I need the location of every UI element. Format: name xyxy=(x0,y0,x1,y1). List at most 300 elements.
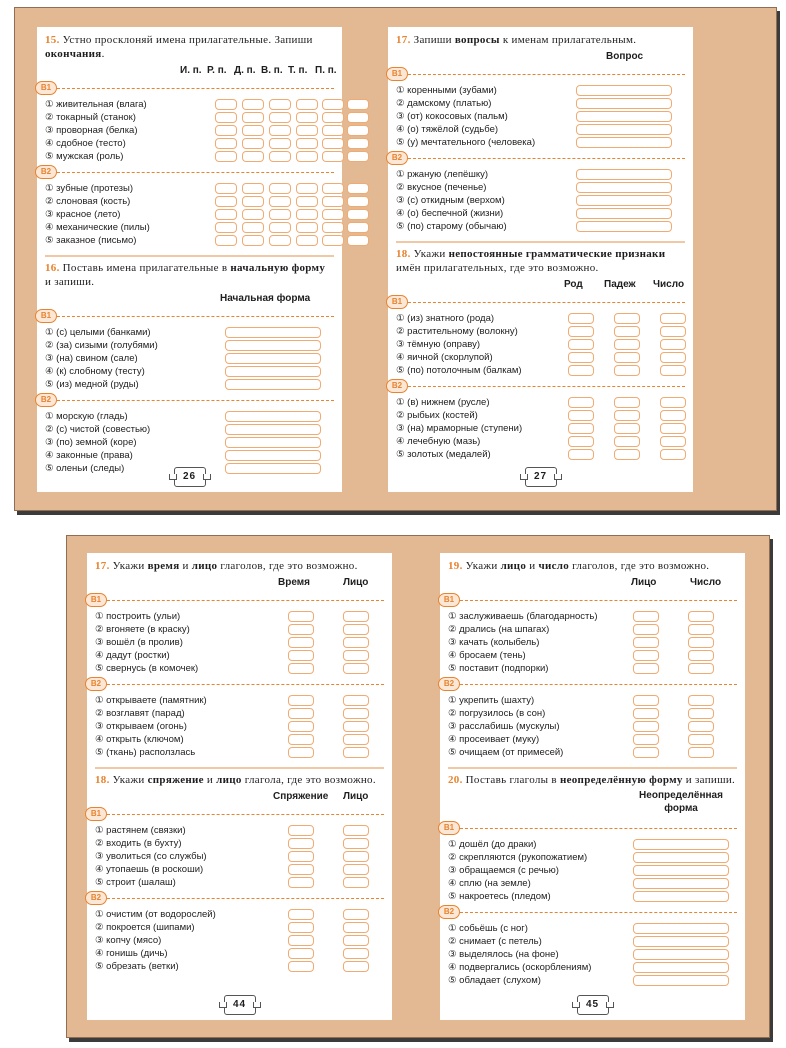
answer-box[interactable] xyxy=(688,708,714,719)
column-header: И. п. xyxy=(180,65,202,76)
answer-box[interactable] xyxy=(688,747,714,758)
page-number xyxy=(224,995,256,1015)
answer-box[interactable] xyxy=(343,695,369,706)
answer-box[interactable] xyxy=(568,326,594,337)
answer-box[interactable] xyxy=(633,663,659,674)
list-item xyxy=(45,423,334,436)
answer-box[interactable] xyxy=(568,352,594,363)
answer-box[interactable] xyxy=(576,85,672,96)
variant-divider xyxy=(443,593,737,607)
list-item xyxy=(45,137,334,150)
page-26 xyxy=(37,27,342,492)
item-text: ② вгоняете (в краску) xyxy=(95,624,190,635)
answer-box[interactable] xyxy=(343,624,369,635)
answer-box[interactable] xyxy=(347,209,369,220)
item-text: ① построить (ульи) xyxy=(95,611,181,622)
dashed-line xyxy=(107,814,384,815)
answer-box[interactable] xyxy=(614,313,640,324)
answer-box[interactable] xyxy=(633,708,659,719)
task-keyword: лицо xyxy=(500,560,527,572)
book-cover-left-icon xyxy=(520,474,528,480)
answer-box[interactable] xyxy=(225,379,321,390)
answer-box[interactable] xyxy=(322,138,344,149)
answer-box[interactable] xyxy=(660,365,686,376)
task-number: 15. xyxy=(45,34,60,46)
answer-box[interactable] xyxy=(296,222,318,233)
item-text: ① растянем (связки) xyxy=(95,825,186,836)
answer-box[interactable] xyxy=(242,209,264,220)
answer-box[interactable] xyxy=(288,611,314,622)
page-number-text: 45 xyxy=(585,999,600,1010)
answer-box[interactable] xyxy=(633,891,729,902)
answer-box[interactable] xyxy=(660,436,686,447)
answer-box[interactable] xyxy=(242,235,264,246)
list-item xyxy=(45,449,334,462)
answer-box[interactable] xyxy=(343,708,369,719)
answer-box[interactable] xyxy=(288,851,314,862)
variant-badge: В1 xyxy=(386,67,408,81)
task-title xyxy=(448,773,737,787)
answer-box[interactable] xyxy=(288,948,314,959)
answer-box[interactable] xyxy=(343,611,369,622)
answer-box[interactable] xyxy=(343,935,369,946)
answer-box[interactable] xyxy=(347,183,369,194)
answer-box[interactable] xyxy=(288,747,314,758)
item-text: ② растительному (волокну) xyxy=(396,326,518,337)
item-text: ⑤ очищаем (от примесей) xyxy=(448,747,564,758)
answer-box[interactable] xyxy=(343,922,369,933)
answer-box[interactable] xyxy=(660,449,686,460)
dashed-line xyxy=(57,316,334,317)
answer-box[interactable] xyxy=(343,909,369,920)
answer-box[interactable] xyxy=(633,975,729,986)
task-title xyxy=(45,33,334,61)
answer-box[interactable] xyxy=(242,151,264,162)
list-item xyxy=(396,422,685,435)
answer-box[interactable] xyxy=(322,125,344,136)
answer-box[interactable] xyxy=(688,695,714,706)
list-item xyxy=(448,733,737,746)
answer-box[interactable] xyxy=(288,624,314,635)
item-text: ④ просеивает (муку) xyxy=(448,734,540,745)
task-text: Запиши xyxy=(413,34,455,46)
answer-box[interactable] xyxy=(633,637,659,648)
answer-box[interactable] xyxy=(225,366,321,377)
task-text: имён прилагательных, где это возможно. xyxy=(396,262,599,274)
answer-box[interactable] xyxy=(688,663,714,674)
answer-box[interactable] xyxy=(288,695,314,706)
answer-box[interactable] xyxy=(576,124,672,135)
answer-box[interactable] xyxy=(322,99,344,110)
list-item xyxy=(45,124,334,137)
answer-box[interactable] xyxy=(343,650,369,661)
answer-box[interactable] xyxy=(633,949,729,960)
answer-box[interactable] xyxy=(322,196,344,207)
variant-divider xyxy=(90,891,384,905)
answer-box[interactable] xyxy=(242,196,264,207)
answer-box[interactable] xyxy=(576,182,672,193)
answer-box[interactable] xyxy=(288,935,314,946)
item-text: ⑤ обладает (слухом) xyxy=(448,975,541,986)
page-number-text: 44 xyxy=(232,999,247,1010)
answer-box[interactable] xyxy=(688,721,714,732)
answer-box[interactable] xyxy=(269,99,291,110)
answer-box[interactable] xyxy=(347,151,369,162)
answer-box[interactable] xyxy=(633,624,659,635)
list-item xyxy=(95,934,384,947)
answer-box[interactable] xyxy=(343,637,369,648)
answer-box[interactable] xyxy=(576,195,672,206)
answer-box[interactable] xyxy=(614,339,640,350)
item-text: ① укрепить (шахту) xyxy=(448,695,535,706)
answer-box[interactable] xyxy=(296,138,318,149)
column-headers xyxy=(396,49,685,65)
answer-box[interactable] xyxy=(215,196,237,207)
item-text: ③ проворная (белка) xyxy=(45,125,138,136)
answer-box[interactable] xyxy=(288,877,314,888)
answer-box[interactable] xyxy=(343,838,369,849)
answer-box[interactable] xyxy=(322,183,344,194)
list-item xyxy=(45,150,334,163)
task-text: глаголов, где это возможно. xyxy=(569,560,710,572)
answer-box[interactable] xyxy=(576,208,672,219)
answer-box[interactable] xyxy=(242,138,264,149)
answer-box[interactable] xyxy=(242,112,264,123)
item-text: ① морскую (гладь) xyxy=(45,411,128,422)
list-item xyxy=(95,850,384,863)
item-text: ③ копчу (мясо) xyxy=(95,935,162,946)
task-text: и запиши. xyxy=(682,774,736,786)
column-header: Лицо xyxy=(343,791,369,802)
answer-box[interactable] xyxy=(633,695,659,706)
dashed-line xyxy=(460,684,737,685)
task-text: и xyxy=(179,560,192,572)
column-headers xyxy=(448,789,737,819)
variant-badge: В1 xyxy=(386,295,408,309)
answer-box[interactable] xyxy=(568,436,594,447)
answer-box[interactable] xyxy=(288,650,314,661)
answer-box[interactable] xyxy=(288,922,314,933)
answer-box[interactable] xyxy=(576,111,672,122)
answer-box[interactable] xyxy=(614,423,640,434)
answer-box[interactable] xyxy=(215,209,237,220)
answer-box[interactable] xyxy=(633,650,659,661)
answer-box[interactable] xyxy=(225,353,321,364)
task-separator xyxy=(396,241,685,243)
list-item xyxy=(45,234,334,247)
answer-box[interactable] xyxy=(322,209,344,220)
answer-box[interactable] xyxy=(343,961,369,972)
item-text: ③ качать (колыбель) xyxy=(448,637,540,648)
answer-box[interactable] xyxy=(576,169,672,180)
answer-box[interactable] xyxy=(343,747,369,758)
answer-box[interactable] xyxy=(633,747,659,758)
task-number: 17. xyxy=(396,34,411,46)
answer-box[interactable] xyxy=(322,151,344,162)
task-separator xyxy=(45,255,334,257)
list-item xyxy=(396,97,685,110)
answer-box[interactable] xyxy=(225,437,321,448)
answer-box[interactable] xyxy=(343,663,369,674)
column-header: Лицо xyxy=(343,577,369,588)
answer-box[interactable] xyxy=(576,98,672,109)
list-item xyxy=(396,396,685,409)
variant-divider xyxy=(443,677,737,691)
answer-box[interactable] xyxy=(347,138,369,149)
item-text: ① собьёшь (с ног) xyxy=(448,923,528,934)
item-text: ① (в) нижнем (русле) xyxy=(396,397,490,408)
task-text: Укажи xyxy=(465,560,501,572)
answer-box[interactable] xyxy=(347,222,369,233)
answer-box[interactable] xyxy=(576,137,672,148)
answer-box[interactable] xyxy=(288,825,314,836)
answer-box[interactable] xyxy=(215,138,237,149)
answer-box[interactable] xyxy=(614,436,640,447)
answer-box[interactable] xyxy=(269,138,291,149)
answer-box[interactable] xyxy=(343,734,369,745)
list-item xyxy=(45,326,334,339)
answer-box[interactable] xyxy=(225,327,321,338)
answer-box[interactable] xyxy=(288,734,314,745)
answer-box[interactable] xyxy=(225,463,321,474)
item-text: ④ лечебную (мазь) xyxy=(396,436,481,447)
answer-box[interactable] xyxy=(633,962,729,973)
answer-box[interactable] xyxy=(215,99,237,110)
item-text: ④ сплю (на земле) xyxy=(448,878,531,889)
variant-badge: В1 xyxy=(35,309,57,323)
answer-box[interactable] xyxy=(660,352,686,363)
page-number xyxy=(577,995,609,1015)
dashed-line xyxy=(57,88,334,89)
list-item xyxy=(448,649,737,662)
answer-box[interactable] xyxy=(343,877,369,888)
answer-box[interactable] xyxy=(225,450,321,461)
answer-box[interactable] xyxy=(660,423,686,434)
answer-box[interactable] xyxy=(296,196,318,207)
list-item xyxy=(396,207,685,220)
task-keyword: неопределённую форму xyxy=(559,774,683,786)
item-text: ③ (с) откидным (верхом) xyxy=(396,195,505,206)
item-text: ② скрепляются (рукопожатием) xyxy=(448,852,588,863)
column-header: Время xyxy=(278,577,310,588)
answer-box[interactable] xyxy=(568,423,594,434)
answer-box[interactable] xyxy=(568,397,594,408)
answer-box[interactable] xyxy=(660,313,686,324)
item-text: ② погрузилось (в сон) xyxy=(448,708,546,719)
answer-box[interactable] xyxy=(660,326,686,337)
answer-box[interactable] xyxy=(288,637,314,648)
item-text: ④ (о) беспечной (жизни) xyxy=(396,208,504,219)
item-text: ⑤ (у) мечтательного (человека) xyxy=(396,137,536,148)
answer-box[interactable] xyxy=(614,397,640,408)
answer-box[interactable] xyxy=(660,339,686,350)
variant-divider xyxy=(443,905,737,919)
answer-box[interactable] xyxy=(633,734,659,745)
column-header: Спряжение xyxy=(273,791,329,802)
answer-box[interactable] xyxy=(288,708,314,719)
column-header: П. п. xyxy=(315,65,337,76)
answer-box[interactable] xyxy=(269,151,291,162)
answer-box[interactable] xyxy=(296,183,318,194)
answer-box[interactable] xyxy=(347,112,369,123)
list-item xyxy=(396,325,685,338)
list-item xyxy=(95,863,384,876)
page-number xyxy=(525,467,557,487)
item-text: ① коренными (зубами) xyxy=(396,85,497,96)
answer-box[interactable] xyxy=(343,721,369,732)
answer-box[interactable] xyxy=(633,936,729,947)
answer-box[interactable] xyxy=(288,864,314,875)
answer-box[interactable] xyxy=(614,326,640,337)
list-item xyxy=(396,448,685,461)
answer-box[interactable] xyxy=(633,611,659,622)
answer-box[interactable] xyxy=(343,851,369,862)
list-item xyxy=(448,636,737,649)
answer-box[interactable] xyxy=(288,909,314,920)
item-text: ⑤ (по) потолочным (балкам) xyxy=(396,365,522,376)
item-text: ② слоновая (кость) xyxy=(45,196,131,207)
answer-box[interactable] xyxy=(660,397,686,408)
list-item xyxy=(448,746,737,759)
answer-box[interactable] xyxy=(614,365,640,376)
answer-box[interactable] xyxy=(269,196,291,207)
answer-box[interactable] xyxy=(225,340,321,351)
item-text: ④ утопаешь (в роскоши) xyxy=(95,864,204,875)
list-item xyxy=(95,610,384,623)
answer-box[interactable] xyxy=(633,852,729,863)
answer-box[interactable] xyxy=(225,424,321,435)
answer-box[interactable] xyxy=(633,721,659,732)
answer-box[interactable] xyxy=(215,151,237,162)
answer-box[interactable] xyxy=(633,839,729,850)
answer-box[interactable] xyxy=(576,221,672,232)
answer-box[interactable] xyxy=(568,449,594,460)
answer-box[interactable] xyxy=(288,663,314,674)
list-item xyxy=(95,960,384,973)
answer-box[interactable] xyxy=(269,183,291,194)
answer-box[interactable] xyxy=(225,411,321,422)
task-number: 19. xyxy=(448,560,463,572)
answer-box[interactable] xyxy=(633,878,729,889)
answer-box[interactable] xyxy=(688,650,714,661)
answer-box[interactable] xyxy=(347,125,369,136)
list-item xyxy=(45,182,334,195)
item-text: ④ подвергались (оскорблениям) xyxy=(448,962,592,973)
answer-box[interactable] xyxy=(296,125,318,136)
answer-box[interactable] xyxy=(343,825,369,836)
column-headers xyxy=(448,575,737,591)
answer-box[interactable] xyxy=(322,235,344,246)
answer-box[interactable] xyxy=(343,948,369,959)
answer-box[interactable] xyxy=(660,410,686,421)
item-text: ② вкусное (печенье) xyxy=(396,182,487,193)
answer-box[interactable] xyxy=(568,410,594,421)
item-text: ⑤ (из) медной (руды) xyxy=(45,379,139,390)
answer-box[interactable] xyxy=(269,222,291,233)
answer-box[interactable] xyxy=(688,637,714,648)
book-cover-left-icon xyxy=(169,474,177,480)
answer-box[interactable] xyxy=(568,339,594,350)
answer-box[interactable] xyxy=(242,125,264,136)
list-item xyxy=(45,98,334,111)
answer-box[interactable] xyxy=(688,611,714,622)
item-text: ② входить (в бухту) xyxy=(95,838,182,849)
answer-box[interactable] xyxy=(322,222,344,233)
page-44 xyxy=(87,553,392,1020)
answer-box[interactable] xyxy=(322,112,344,123)
answer-box[interactable] xyxy=(568,365,594,376)
answer-box[interactable] xyxy=(269,112,291,123)
task-text: . xyxy=(101,48,105,60)
answer-box[interactable] xyxy=(343,864,369,875)
book-cover-right-icon xyxy=(554,474,562,480)
variant-divider xyxy=(40,393,334,407)
answer-box[interactable] xyxy=(288,961,314,972)
answer-box[interactable] xyxy=(688,734,714,745)
answer-box[interactable] xyxy=(215,235,237,246)
answer-box[interactable] xyxy=(269,235,291,246)
answer-box[interactable] xyxy=(215,112,237,123)
list-item xyxy=(448,694,737,707)
variant-badge: В2 xyxy=(438,677,460,691)
answer-box[interactable] xyxy=(215,222,237,233)
task-title xyxy=(95,559,384,573)
list-item xyxy=(45,208,334,221)
answer-box[interactable] xyxy=(215,125,237,136)
task-text: Устно просклоняй имена прилагательные. Запиши xyxy=(62,34,313,46)
task-text: Укажи xyxy=(112,560,148,572)
answer-box[interactable] xyxy=(296,112,318,123)
answer-box[interactable] xyxy=(296,235,318,246)
answer-box[interactable] xyxy=(296,151,318,162)
list-item xyxy=(95,947,384,960)
answer-box[interactable] xyxy=(633,923,729,934)
list-item xyxy=(448,890,737,903)
answer-box[interactable] xyxy=(347,99,369,110)
list-item xyxy=(448,935,737,948)
list-item xyxy=(448,922,737,935)
task-keyword: вопросы xyxy=(454,34,500,46)
list-item xyxy=(45,352,334,365)
task-text: Укажи xyxy=(112,774,148,786)
answer-box[interactable] xyxy=(242,99,264,110)
answer-box[interactable] xyxy=(347,196,369,207)
answer-box[interactable] xyxy=(614,410,640,421)
answer-box[interactable] xyxy=(269,125,291,136)
answer-box[interactable] xyxy=(614,449,640,460)
list-item xyxy=(396,181,685,194)
list-item xyxy=(448,610,737,623)
answer-box[interactable] xyxy=(215,183,237,194)
answer-box[interactable] xyxy=(347,235,369,246)
answer-box[interactable] xyxy=(269,209,291,220)
answer-box[interactable] xyxy=(614,352,640,363)
answer-box[interactable] xyxy=(633,865,729,876)
item-text: ① (из) знатного (рода) xyxy=(396,313,495,324)
answer-box[interactable] xyxy=(568,313,594,324)
answer-box[interactable] xyxy=(688,624,714,635)
answer-box[interactable] xyxy=(296,209,318,220)
item-text: ② рыбьих (костей) xyxy=(396,410,478,421)
task-separator xyxy=(95,767,384,769)
answer-box[interactable] xyxy=(288,838,314,849)
answer-box[interactable] xyxy=(288,721,314,732)
answer-box[interactable] xyxy=(242,222,264,233)
item-text: ③ (от) кокосовых (пальм) xyxy=(396,111,508,122)
answer-box[interactable] xyxy=(296,99,318,110)
answer-box[interactable] xyxy=(242,183,264,194)
variant-badge: В1 xyxy=(85,807,107,821)
